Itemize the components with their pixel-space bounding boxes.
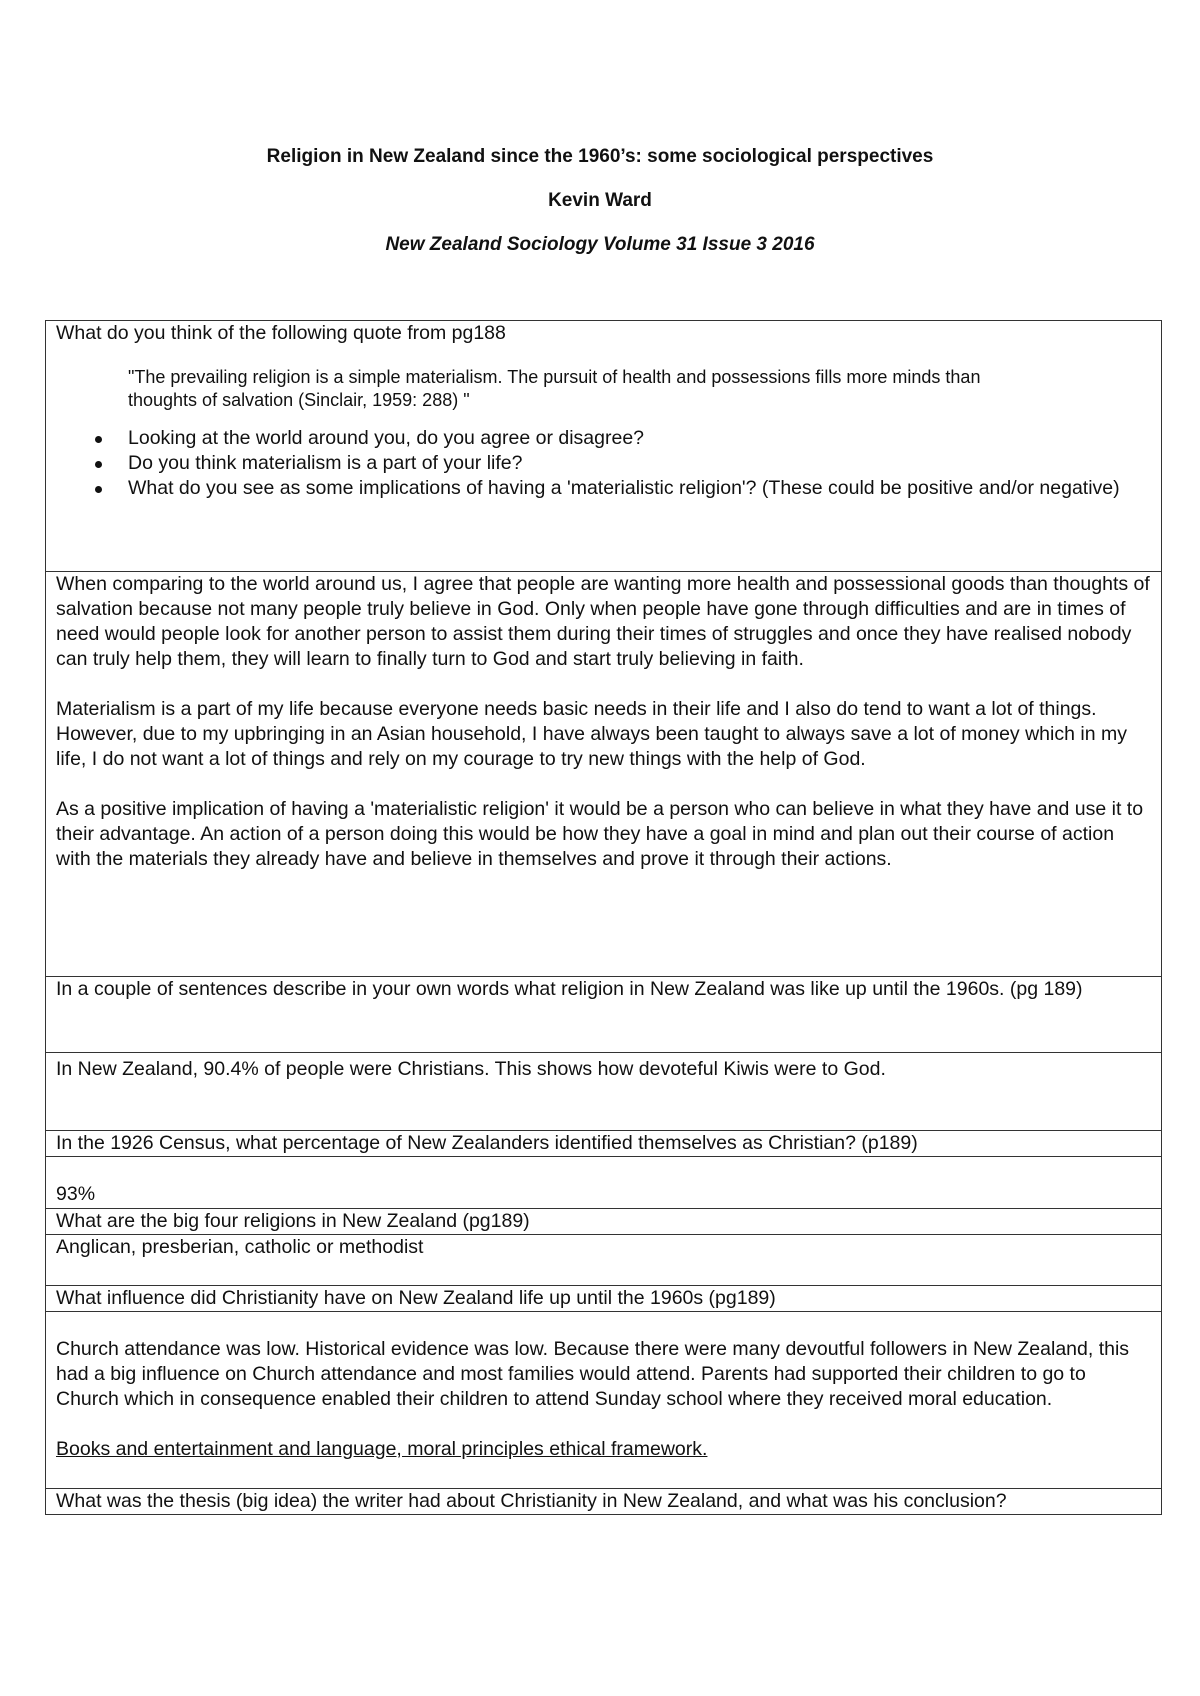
question-bullet-list xyxy=(56,426,1151,501)
answer-text: Anglican, presberian, catholic or methodist xyxy=(56,1236,424,1258)
question-cell xyxy=(46,1209,1162,1235)
question-text: What do you think of the following quote from pg188 xyxy=(56,322,506,344)
answer-text: 93% xyxy=(56,1183,96,1205)
bullet-item: Looking at the world around you, do you agree or disagree? xyxy=(128,426,1151,451)
question-cell xyxy=(46,1131,1162,1157)
question-text: What are the big four religions in New Zealand (pg189) xyxy=(56,1210,530,1232)
question-cell xyxy=(46,321,1162,572)
author-name: Kevin Ward xyxy=(548,190,652,211)
answer-row xyxy=(46,1157,1162,1209)
question-row xyxy=(46,1209,1162,1235)
question-row xyxy=(46,977,1162,1053)
question-text: In a couple of sentences describe in your own words what religion in New Zealand was like up until the 1960s. (pg 189) xyxy=(56,978,1083,1000)
worksheet-table xyxy=(45,320,1162,1515)
question-cell xyxy=(46,1489,1162,1515)
answer-cell[interactable] xyxy=(46,1157,1162,1209)
answer-paragraph: Books and entertainment and language, moral principles ethical framework. xyxy=(56,1438,708,1460)
answer-paragraph: When comparing to the world around us, I agree that people are wanting more health and possessional goods than thoughts of salvation because not many people truly believe in God. Only when people have gone through difficulties and are in times of need would people look for another person to assist them during their times of struggles and once they have realised nobody can truly help them, they will learn to finally turn to God and start truly believing in faith. xyxy=(56,573,1150,670)
question-text: In the 1926 Census, what percentage of New Zealanders identified themselves as Christian? (p189) xyxy=(56,1132,918,1154)
question-row xyxy=(46,1131,1162,1157)
answer-row xyxy=(46,1053,1162,1131)
question-text: What influence did Christianity have on New Zealand life up until the 1960s (pg189) xyxy=(56,1287,776,1309)
block-quote xyxy=(128,366,1151,412)
document-title: Religion in New Zealand since the 1960’s: some sociological perspectives xyxy=(266,146,934,167)
answer-text: In New Zealand, 90.4% of people were Christians. This shows how devoteful Kiwis were to God. xyxy=(56,1058,886,1080)
answer-cell[interactable] xyxy=(46,1312,1162,1489)
question-text: What was the thesis (big idea) the writer had about Christianity in New Zealand, and what was his conclusion? xyxy=(56,1490,1007,1512)
bullet-item: Do you think materialism is a part of your life? xyxy=(128,451,1151,476)
answer-row xyxy=(46,1312,1162,1489)
answer-row xyxy=(46,1235,1162,1286)
answer-cell[interactable] xyxy=(46,572,1162,977)
bullet-item: What do you see as some implications of having a 'materialistic religion'? (These could be positive and/or negative) xyxy=(128,476,1151,501)
question-row xyxy=(46,1489,1162,1515)
answer-paragraph: As a positive implication of having a 'materialistic religion' it would be a person who can believe in what they have and use it to their advantage. An action of a person doing this would be how they have a goal in mind and plan out their course of action with the materials they already have and believe in themselves and prove it through their actions. xyxy=(56,798,1144,870)
answer-cell[interactable] xyxy=(46,1053,1162,1131)
quote-line: thoughts of salvation (Sinclair, 1959: 288) " xyxy=(128,390,470,410)
question-row xyxy=(46,321,1162,572)
answer-paragraph: Materialism is a part of my life because everyone needs basic needs in their life and I also do tend to want a lot of things. However, due to my upbringing in an Asian household, I have always been taught to always save a lot of money which in my life, I do not want a lot of things and rely on my courage to try new things with the help of God. xyxy=(56,698,1127,770)
question-cell xyxy=(46,977,1162,1053)
answer-row xyxy=(46,572,1162,977)
journal-citation: New Zealand Sociology Volume 31 Issue 3 2016 xyxy=(385,234,815,255)
quote-line: "The prevailing religion is a simple materialism. The pursuit of health and possessions fills more minds than xyxy=(128,367,981,387)
question-row xyxy=(46,1286,1162,1312)
answer-paragraph: Church attendance was low. Historical evidence was low. Because there were many devoutful followers in New Zealand, this had a big influence on Church attendance and most families would attend. Parents had supported their children to go to Church which in consequence enabled their children to attend Sunday school where they received moral education. xyxy=(56,1338,1130,1410)
question-cell xyxy=(46,1286,1162,1312)
answer-cell[interactable] xyxy=(46,1235,1162,1286)
